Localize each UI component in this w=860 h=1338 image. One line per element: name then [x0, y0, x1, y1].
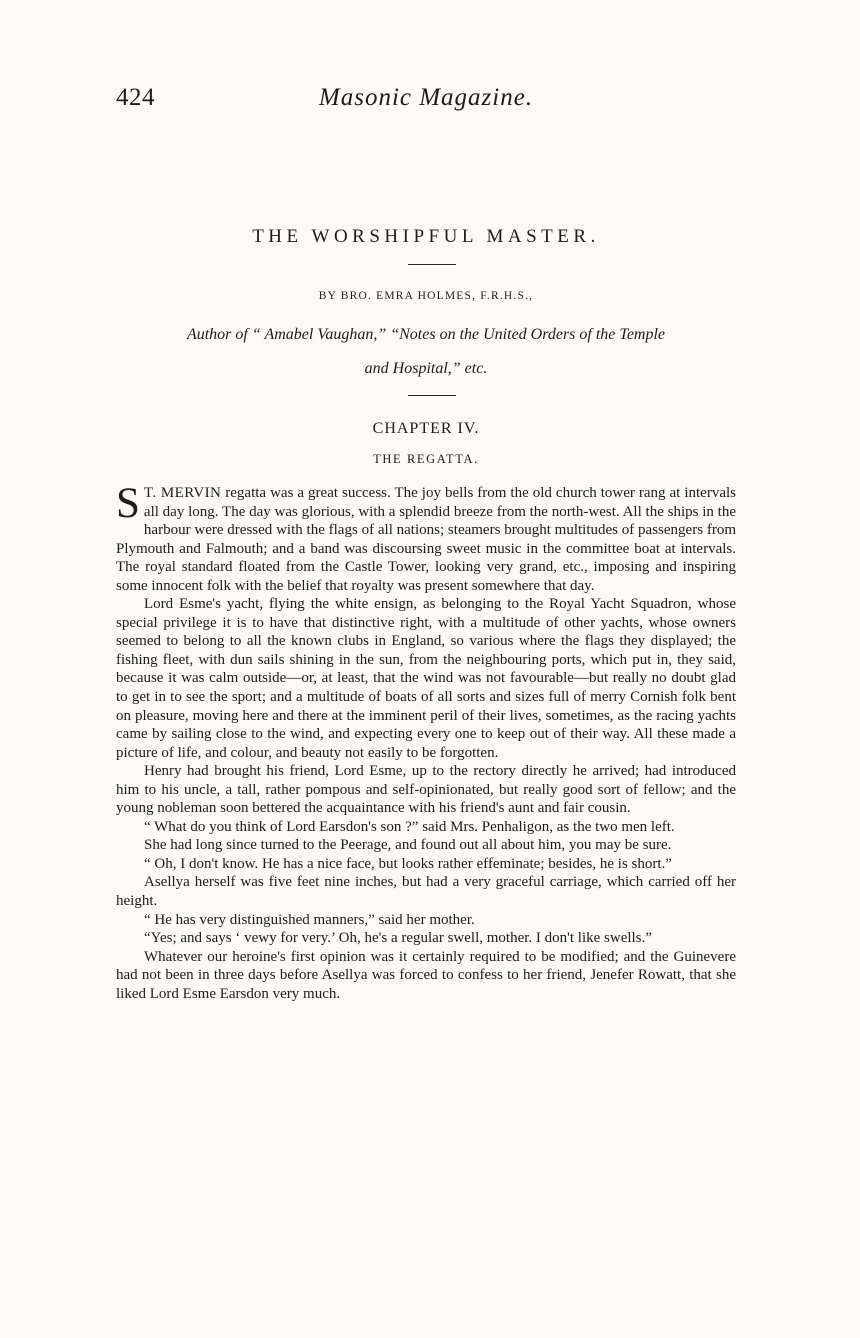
paragraph-7: Asellya herself was five feet nine inches, but had a very graceful carriage, which carried off her height.	[116, 874, 736, 910]
paragraph-4: “ What do you think of Lord Earsdon's son ?” said Mrs. Penhaligon, as the two men left.	[144, 818, 675, 835]
paragraph-9: “Yes; and says ‘ vewy for very.’ Oh, he's a regular swell, mother. I don't like swells.”	[144, 930, 652, 947]
paragraph-10: Whatever our heroine's first opinion was it certainly required to be modified; and the Guinevere had not been in three days before Asellya was forced to confess to her friend, Jenefer Rowatt, that she liked Lord Esme Earsdon very much.	[116, 948, 736, 1002]
author-credits-line-1: Author of “ Amabel Vaughan,” “Notes on the United Orders of the Temple	[186, 326, 666, 343]
title-divider	[408, 264, 456, 265]
paragraph-5: She had long since turned to the Peerage, and found out all about him, you may be sure.	[144, 837, 672, 854]
chapter-title: THE REGATTA.	[373, 452, 479, 466]
article-body	[116, 480, 736, 1003]
article-title: THE WORSHIPFUL MASTER.	[252, 226, 600, 247]
paragraph-2: Lord Esme's yacht, flying the white ensign, as belonging to the Royal Yacht Squadron, whose special privilege it is to have that distinctive right, with a multitude of other yachts, whose owners seemed to belong to all the known clubs in England, so various where the flags they displayed; the fishing fleet, with dun sails shining in the sun, from the neighbouring ports, which put in, they said, because it was calm outside—or, at least, that the wind was not favourable—but really no doubt glad to get in to see the sport; and a multitude of boats of all sorts and sizes full of merry Cornish folk bent on pleasure, moving here and there at the imminent peril of their lives, sometimes, as the racing yachts came by sailing close to the wind, and expecting every one to keep out of their way. All these made a picture of life, and colour, and beauty not easily to be forgotten.	[116, 596, 736, 761]
author-credits-line-2: and Hospital,” etc.	[364, 360, 488, 377]
opening-words: T. MERVIN	[143, 485, 222, 501]
paragraph-6: “ Oh, I don't know. He has a nice face, but looks rather effeminate; besides, he is short.”	[144, 855, 672, 872]
paragraph-1-text: regatta was a great success. The joy bells from the old church tower rang at intervals all day long. The day was glorious, with a splendid breeze from the north-west. All the ships in the harbour were dressed with the flags of all nations; steamers brought multitudes of passengers from Plymouth and Falmouth; and a band was discoursing sweet music in the committee boat at intervals. The royal standard floated from the Castle Tower, looking very grand, etc., imposing and inspiring some innocent folk with the belief that royalty was present somewhere that day.	[116, 485, 736, 594]
journal-title: Masonic Magazine.	[318, 84, 534, 111]
paragraph-8: “ He has very distinguished manners,” said her mother.	[144, 911, 475, 928]
page-number: 424	[116, 84, 155, 111]
chapter-heading: CHAPTER IV.	[372, 420, 480, 437]
running-head	[116, 84, 736, 114]
paragraph-3: Henry had brought his friend, Lord Esme, up to the rectory directly he arrived; had introduced him to his uncle, a tall, rather pompous and self-opinionated, but really good sort of fellow; and the young nobleman soon bettered the acquaintance with his friend's aunt and fair cousin.	[116, 763, 736, 817]
article-byline: BY BRO. EMRA HOLMES, F.R.H.S.,	[318, 290, 534, 302]
drop-cap: S	[116, 480, 140, 527]
credits-divider	[408, 395, 456, 396]
author-credits	[116, 318, 736, 386]
paragraph-1	[116, 480, 736, 595]
